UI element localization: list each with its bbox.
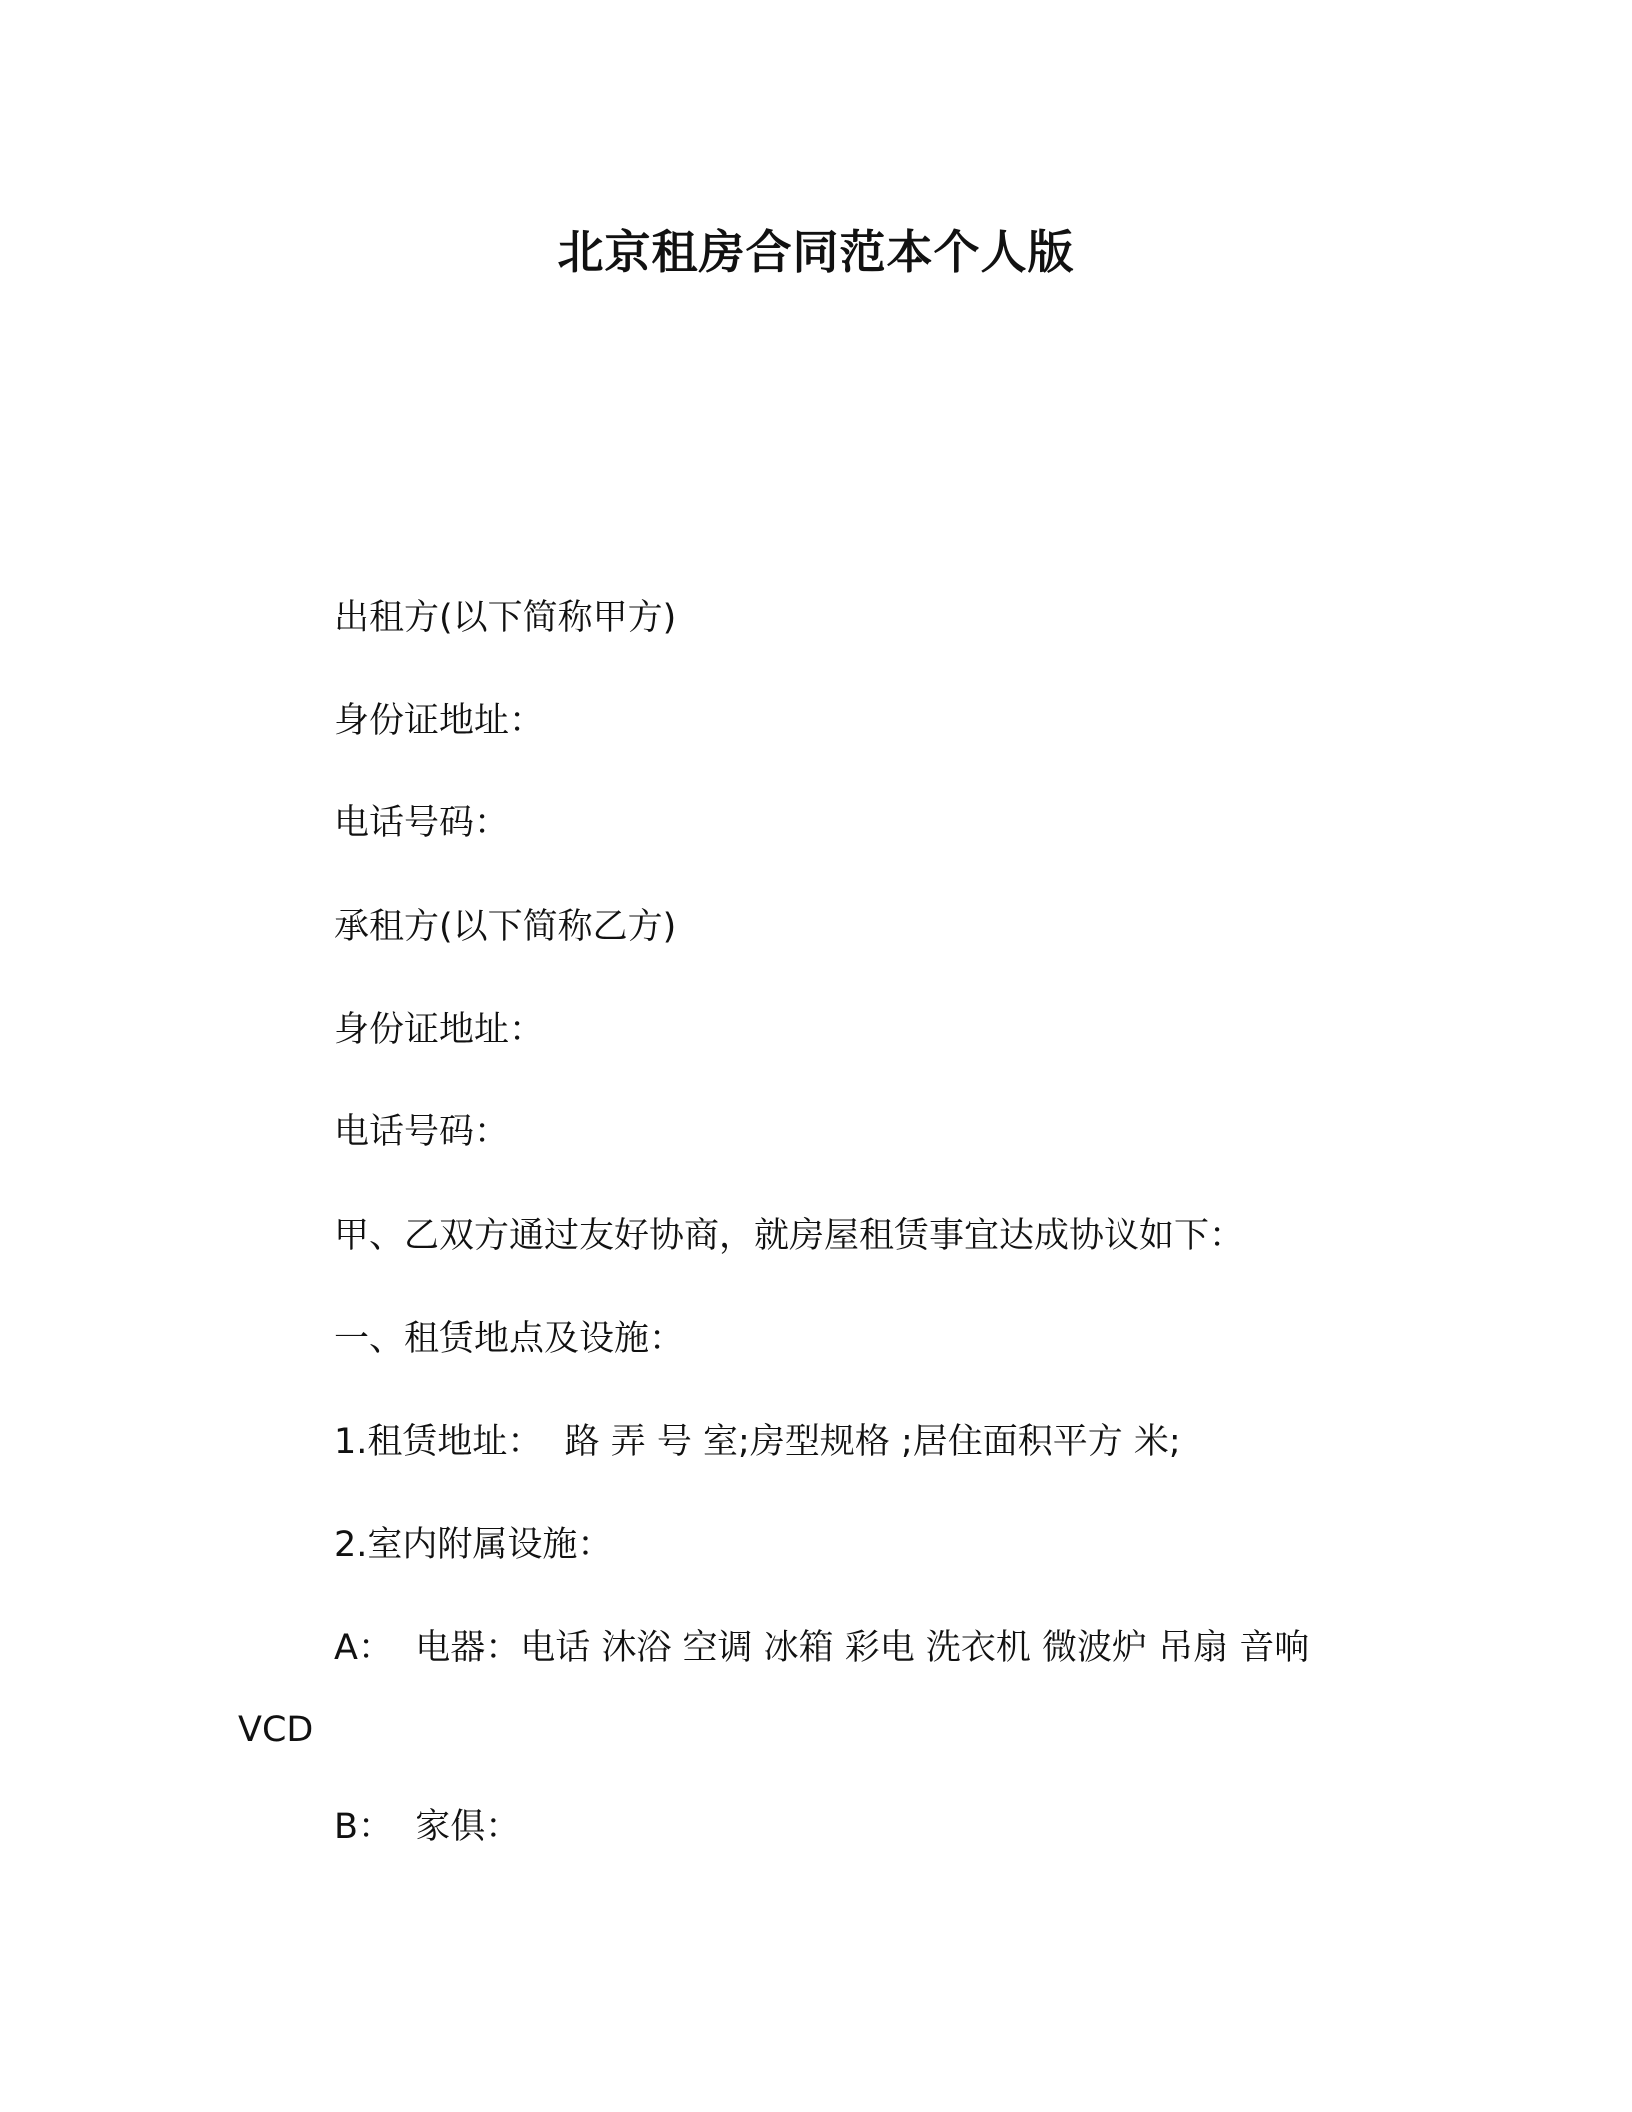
lessee-phone-line: 电话号码： bbox=[334, 1112, 510, 1152]
lessee-id-address-line: 身份证地址： bbox=[334, 1010, 545, 1050]
clause-2: 2.室内附属设施： bbox=[334, 1525, 613, 1565]
lessor-phone-line: 电话号码： bbox=[334, 803, 510, 843]
clause-2b-furniture: B： 家俱： bbox=[334, 1807, 521, 1847]
agreement-intro-line: 甲、乙双方通过友好协商，就房屋租赁事宜达成协议如下： bbox=[334, 1216, 1245, 1256]
clause-1: 1.租赁地址： 路 弄 号 室;房型规格 ;居住面积平方 米; bbox=[334, 1422, 1181, 1462]
lessor-id-address-line: 身份证地址： bbox=[334, 701, 545, 741]
clause-2a-appliances: A： 电器：电话 沐浴 空调 冰箱 彩电 洗衣机 微波炉 吊扇 音响 bbox=[334, 1628, 1310, 1668]
section-heading: 一、租赁地点及设施： bbox=[334, 1319, 685, 1359]
clause-2a-continuation: VCD bbox=[238, 1710, 314, 1750]
lessor-line: 出租方(以下简称甲方) bbox=[334, 598, 677, 638]
lessee-line: 承租方(以下简称乙方) bbox=[334, 907, 677, 947]
document-title: 北京租房合同范本个人版 bbox=[557, 225, 1075, 279]
